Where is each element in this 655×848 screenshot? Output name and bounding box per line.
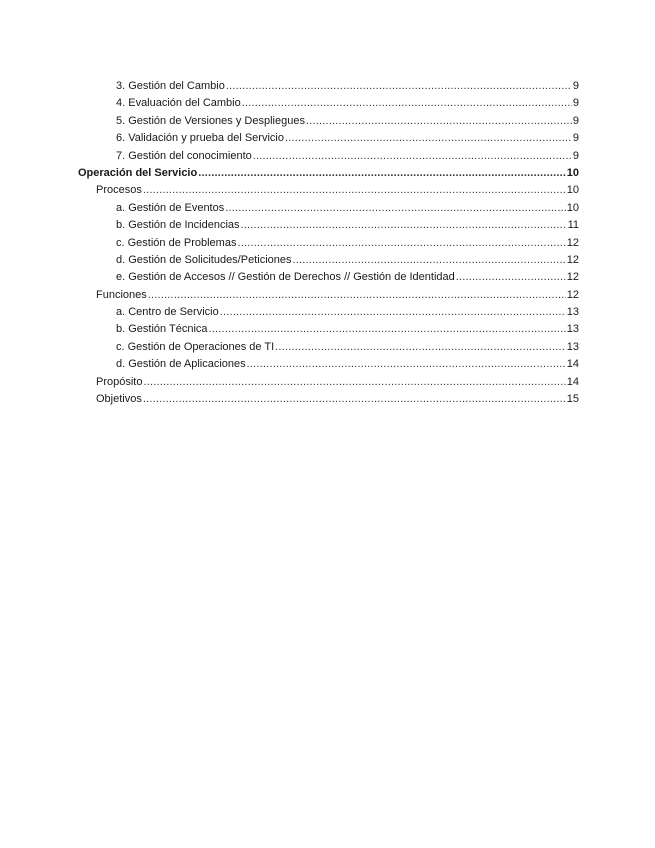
toc-leader-dots — [275, 339, 566, 356]
toc-entry-gestion-tecnica[interactable] — [0, 321, 579, 338]
toc-entry-gestion-del-conocimiento[interactable] — [0, 148, 579, 165]
toc-entry-label: a. Gestión de Eventos — [116, 201, 225, 214]
toc-entry-page: 12 — [566, 271, 579, 284]
toc-entry-page: 11 — [567, 219, 579, 232]
toc-entry-label: Funciones — [96, 288, 147, 301]
toc-entry-label: 5. Gestión de Versiones y Despliegues — [116, 114, 305, 127]
toc-entry-proposito[interactable] — [0, 374, 579, 391]
toc-entry-label: c. Gestión de Operaciones de TI — [116, 340, 275, 353]
toc-entry-page: 13 — [566, 340, 579, 353]
toc-entry-gestion-de-operaciones[interactable] — [0, 339, 579, 356]
toc-leader-dots — [209, 321, 566, 338]
toc-entry-gestion-de-solicitudes[interactable] — [0, 252, 579, 269]
toc-leader-dots — [225, 200, 566, 217]
toc-leader-dots — [198, 165, 566, 182]
toc-entry-gestion-de-aplicaciones[interactable] — [0, 356, 579, 373]
toc-entry-procesos[interactable] — [0, 182, 579, 199]
toc-entry-label: 3. Gestión del Cambio — [116, 80, 225, 92]
toc-leader-dots — [306, 113, 572, 130]
toc-entry-label: c. Gestión de Problemas — [116, 236, 237, 249]
toc-leader-dots — [226, 78, 572, 95]
toc-entry-page: 12 — [566, 253, 579, 266]
toc-entry-evaluacion-del-cambio[interactable] — [0, 95, 579, 112]
toc-entry-page: 9 — [572, 114, 579, 127]
toc-leader-dots — [285, 130, 572, 147]
table-of-contents — [0, 78, 655, 408]
toc-entry-label: d. Gestión de Aplicaciones — [116, 358, 246, 371]
toc-leader-dots — [148, 287, 566, 304]
toc-entry-label: Procesos — [96, 184, 142, 197]
toc-entry-objetivos[interactable] — [0, 391, 579, 408]
toc-leader-dots — [241, 217, 567, 234]
toc-entry-page: 13 — [566, 306, 579, 319]
toc-leader-dots — [456, 269, 566, 286]
toc-entry-page: 9 — [572, 80, 579, 92]
toc-entry-label: Propósito — [96, 375, 143, 388]
toc-entry-gestion-de-problemas[interactable] — [0, 235, 579, 252]
toc-entry-label: b. Gestión Técnica — [116, 323, 208, 336]
toc-entry-page: 9 — [572, 132, 579, 145]
toc-entry-label: 4. Evaluación del Cambio — [116, 97, 241, 110]
toc-entry-operacion-del-servicio[interactable] — [0, 165, 579, 182]
toc-entry-page: 12 — [566, 288, 579, 301]
toc-entry-gestion-del-cambio[interactable] — [0, 78, 579, 95]
toc-entry-page: 10 — [566, 201, 579, 214]
toc-leader-dots — [247, 356, 566, 373]
toc-entry-validacion-y-prueba[interactable] — [0, 130, 579, 147]
toc-entry-label: 6. Validación y prueba del Servicio — [116, 132, 284, 145]
toc-leader-dots — [253, 148, 572, 165]
toc-entry-label: d. Gestión de Solicitudes/Peticiones — [116, 253, 292, 266]
toc-entry-funciones[interactable] — [0, 287, 579, 304]
toc-entry-gestion-de-incidencias[interactable] — [0, 217, 579, 234]
toc-entry-page: 14 — [566, 358, 579, 371]
toc-leader-dots — [242, 95, 572, 112]
toc-leader-dots — [143, 182, 566, 199]
toc-entry-label: 7. Gestión del conocimiento — [116, 149, 252, 162]
toc-entry-label: a. Centro de Servicio — [116, 306, 219, 319]
toc-entry-page: 15 — [566, 393, 579, 406]
toc-entry-label: b. Gestión de Incidencias — [116, 219, 240, 232]
toc-entry-gestion-de-accesos[interactable] — [0, 269, 579, 286]
toc-entry-page: 9 — [572, 149, 579, 162]
toc-entry-page: 14 — [566, 375, 579, 388]
toc-leader-dots — [143, 374, 565, 391]
toc-leader-dots — [220, 304, 566, 321]
toc-entry-label: e. Gestión de Accesos // Gestión de Derechos // Gestión de Identidad — [116, 271, 455, 284]
toc-leader-dots — [143, 391, 566, 408]
toc-entry-gestion-de-versiones[interactable] — [0, 113, 579, 130]
toc-entry-page: 9 — [572, 97, 579, 110]
toc-entry-page: 12 — [566, 236, 579, 249]
toc-entry-gestion-de-eventos[interactable] — [0, 200, 579, 217]
toc-entry-centro-de-servicio[interactable] — [0, 304, 579, 321]
toc-entry-page: 10 — [566, 184, 579, 197]
toc-entry-page: 10 — [566, 166, 579, 179]
toc-leader-dots — [293, 252, 566, 269]
toc-entry-label: Operación del Servicio — [78, 166, 198, 179]
toc-entry-page: 13 — [566, 323, 579, 336]
toc-leader-dots — [237, 235, 565, 252]
toc-entry-label: Objetivos — [96, 393, 142, 406]
